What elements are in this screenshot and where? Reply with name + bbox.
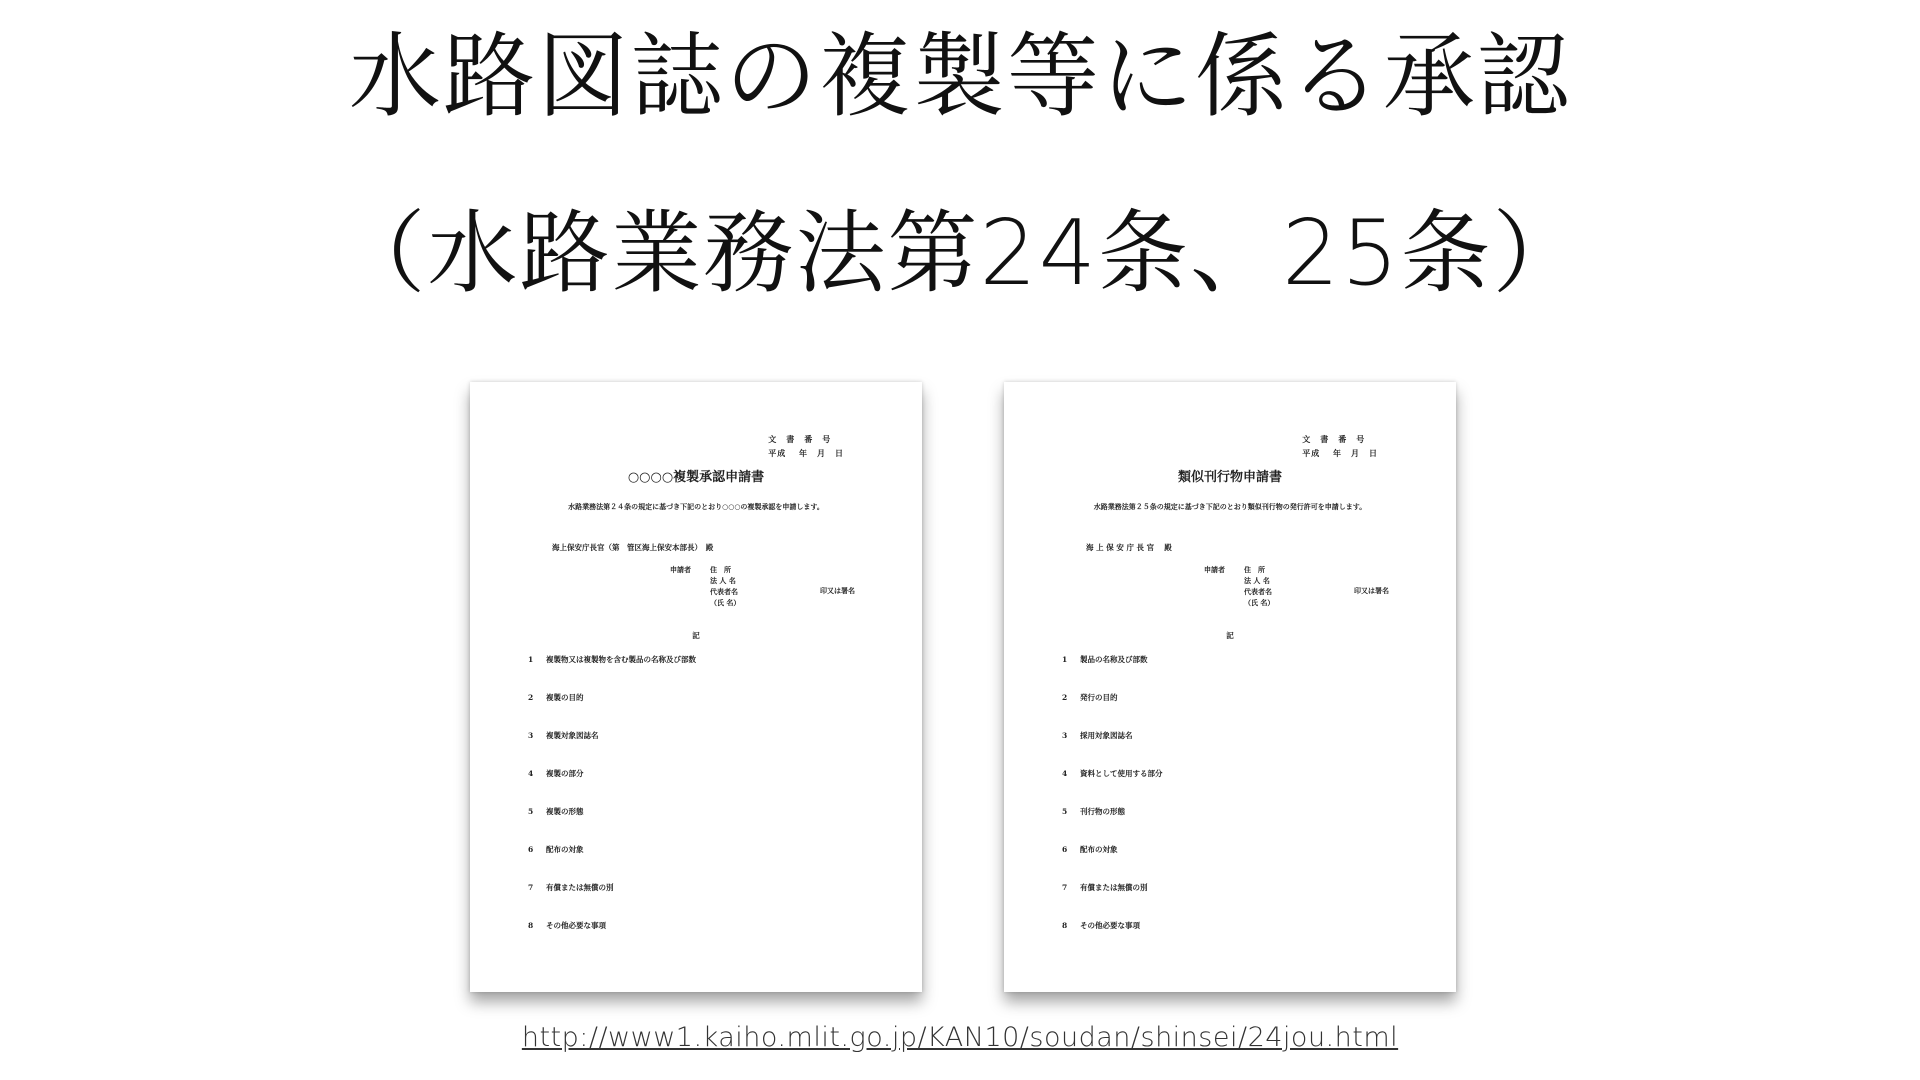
form-item xyxy=(1062,920,1163,958)
form-item xyxy=(528,882,696,920)
form-item-list xyxy=(528,654,696,958)
document-number-label: 文 書 番 号 xyxy=(768,434,832,444)
document-number-block xyxy=(768,432,844,460)
item-text: 複製の部分 xyxy=(546,769,584,778)
item-number: 7 xyxy=(1062,883,1068,892)
ki-heading: 記 xyxy=(1226,631,1234,640)
form-item xyxy=(1062,768,1163,806)
seal-label: 印又は署名 xyxy=(1354,586,1389,595)
applicant-field: 住 所 xyxy=(710,565,731,574)
item-number: 8 xyxy=(1062,921,1068,930)
form-item xyxy=(1062,806,1163,844)
applicant-block xyxy=(670,564,740,608)
item-text: 採用対象図誌名 xyxy=(1080,731,1133,740)
replication-application-form-image xyxy=(470,382,922,992)
item-number: 3 xyxy=(528,731,534,740)
document-date-label: 平成 年 月 日 xyxy=(1302,448,1378,458)
item-text: 配布の対象 xyxy=(1080,845,1118,854)
form-intro: 水路業務法第２５条の規定に基づき下記のとおり類似刊行物の発行許可を申請します。 xyxy=(1093,502,1367,511)
form-item xyxy=(1062,844,1163,882)
applicant-field: 代表者名 xyxy=(710,587,738,596)
item-number: 4 xyxy=(1062,769,1068,778)
item-number: 6 xyxy=(528,845,534,854)
document-date-label: 平成 年 月 日 xyxy=(768,448,844,458)
item-text: 配布の対象 xyxy=(546,845,584,854)
form-item xyxy=(1062,730,1163,768)
item-text: 有償または無償の別 xyxy=(546,883,614,892)
item-number: 2 xyxy=(1062,693,1068,702)
form-title: ○○○○複製承認申請書 xyxy=(627,470,765,485)
item-text: 有償または無償の別 xyxy=(1080,883,1148,892)
item-text: 複製の形態 xyxy=(546,807,584,816)
document-number-label: 文 書 番 号 xyxy=(1302,434,1366,444)
applicant-label: 申請者 xyxy=(1204,565,1225,574)
applicant-field: 代表者名 xyxy=(1244,587,1272,596)
form-item xyxy=(1062,654,1163,692)
slide-subtitle: （水路業務法第24条、25条） xyxy=(335,201,1585,306)
item-number: 2 xyxy=(528,693,534,702)
source-url-link[interactable]: http://www1.kaiho.mlit.go.jp/KAN10/soudan/shinsei/24jou.html xyxy=(521,1022,1399,1053)
applicant-field: （氏 名） xyxy=(710,598,741,607)
applicant-field: 法 人 名 xyxy=(1244,576,1270,585)
applicant-field: 住 所 xyxy=(1244,565,1265,574)
item-text: 製品の名称及び部数 xyxy=(1080,655,1148,664)
document-number-block xyxy=(1302,432,1378,460)
similar-publication-application-form-image xyxy=(1004,382,1456,992)
item-number: 7 xyxy=(528,883,534,892)
item-text: その他必要な事項 xyxy=(1080,921,1140,930)
item-number: 4 xyxy=(528,769,534,778)
item-text: 資料として使用する部分 xyxy=(1080,769,1163,778)
item-text: 複製対象図誌名 xyxy=(546,731,599,740)
form-item-list xyxy=(1062,654,1163,958)
form-item xyxy=(528,920,696,958)
form-title: 類似刊行物申請書 xyxy=(1177,470,1282,485)
ki-heading: 記 xyxy=(692,631,700,640)
applicant-field: 法 人 名 xyxy=(710,576,736,585)
form-item xyxy=(1062,882,1163,920)
item-number: 5 xyxy=(528,807,534,816)
item-number: 3 xyxy=(1062,731,1068,740)
form-item xyxy=(528,654,696,692)
item-text: 複製物又は複製物を含む製品の名称及び部数 xyxy=(546,655,696,664)
seal-label: 印又は署名 xyxy=(820,586,855,595)
item-text: 刊行物の形態 xyxy=(1080,807,1125,816)
form-item xyxy=(528,806,696,844)
form-addressee: 海 上 保 安 庁 長 官 殿 xyxy=(1086,543,1172,552)
form-item xyxy=(528,844,696,882)
form-item xyxy=(1062,692,1163,730)
form-addressee: 海上保安庁長官（第 管区海上保安本部長） 殿 xyxy=(552,543,714,552)
applicant-field: （氏 名） xyxy=(1244,598,1275,607)
item-number: 8 xyxy=(528,921,534,930)
item-text: その他必要な事項 xyxy=(546,921,606,930)
form-intro: 水路業務法第２４条の規定に基づき下記のとおり○○○の複製承認を申請します。 xyxy=(568,502,824,511)
item-text: 発行の目的 xyxy=(1080,693,1118,702)
item-number: 1 xyxy=(528,655,534,664)
applicant-block xyxy=(1204,564,1274,608)
form-item xyxy=(528,768,696,806)
item-number: 1 xyxy=(1062,655,1068,664)
applicant-label: 申請者 xyxy=(670,565,691,574)
slide-title: 水路図誌の複製等に係る承認 xyxy=(348,23,1571,130)
form-item xyxy=(528,730,696,768)
item-text: 複製の目的 xyxy=(546,693,584,702)
item-number: 6 xyxy=(1062,845,1068,854)
item-number: 5 xyxy=(1062,807,1068,816)
form-item xyxy=(528,692,696,730)
